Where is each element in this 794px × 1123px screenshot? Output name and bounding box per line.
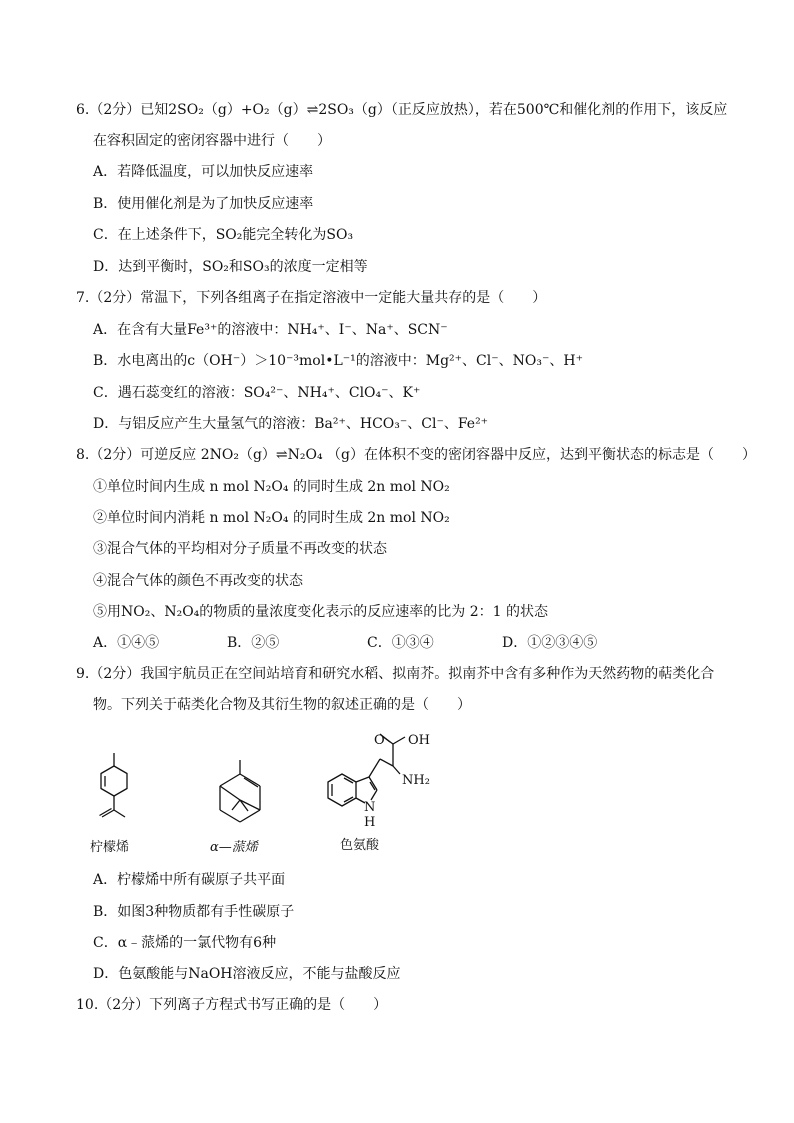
atom-oh: OH bbox=[408, 733, 430, 748]
atom-o: O bbox=[374, 733, 385, 748]
q9-option-d: D．色氨酸能与NaOH溶液反应，不能与盐酸反应 bbox=[93, 966, 401, 982]
limonene-structure bbox=[100, 753, 128, 817]
tryptophan-label: 色氨酸 bbox=[340, 838, 380, 853]
q8-choice-d: D．①②③④⑤ bbox=[502, 635, 598, 651]
q9-stem-line1: 9.（2分）我国宇航员正在空间站培育和研究水稻、拟南芥。拟南芥中含有多种作为天然药物的萜类化合 bbox=[76, 666, 715, 682]
q8-choice-a: A．①④⑤ bbox=[93, 635, 160, 651]
q9-structures-figure bbox=[80, 722, 440, 862]
q9-stem-line2: 物。下列关于萜类化合物及其衍生物的叙述正确的是（ ） bbox=[93, 697, 471, 713]
q8-choice-b: B．②⑤ bbox=[227, 635, 280, 651]
q8-choice-c: C．①③④ bbox=[367, 635, 434, 651]
q7-option-b: B．水电离出的c（OH⁻）＞10⁻³mol•L⁻¹的溶液中：Mg²⁺、Cl⁻、NO₃⁻、H⁺ bbox=[93, 353, 583, 369]
q7-stem: 7.（2分）常温下，下列各组离子在指定溶液中一定能大量共存的是（ ） bbox=[76, 290, 547, 306]
q8-item-3: ③混合气体的平均相对分子质量不再改变的状态 bbox=[93, 541, 387, 557]
tryptophan-structure bbox=[328, 734, 405, 806]
atom-h: H bbox=[364, 815, 376, 830]
q8-item-2: ②单位时间内消耗 n mol N₂O₄ 的同时生成 2n mol NO₂ bbox=[93, 510, 450, 526]
q7-option-c: C．遇石蕊变红的溶液：SO₄²⁻、NH₄⁺、ClO₄⁻、K⁺ bbox=[93, 385, 421, 401]
q8-item-4: ④混合气体的颜色不再改变的状态 bbox=[93, 573, 303, 589]
q6-option-c: C．在上述条件下，SO₂能完全转化为SO₃ bbox=[93, 227, 354, 243]
atom-nh2: NH₂ bbox=[402, 773, 430, 788]
alpha-pinene-structure bbox=[220, 760, 260, 822]
limonene-label: 柠檬烯 bbox=[90, 840, 130, 855]
q6-option-a: A．若降低温度，可以加快反应速率 bbox=[93, 164, 314, 180]
q9-option-b: B．如图3种物质都有手性碳原子 bbox=[93, 904, 295, 920]
q7-option-d: D．与铝反应产生大量氢气的溶液：Ba²⁺、HCO₃⁻、Cl⁻、Fe²⁺ bbox=[93, 416, 489, 432]
q6-option-d: D．达到平衡时，SO₂和SO₃的浓度一定相等 bbox=[93, 259, 368, 275]
atom-n: N bbox=[364, 800, 376, 815]
q7-option-a: A．在含有大量Fe³⁺的溶液中：NH₄⁺、I⁻、Na⁺、SCN⁻ bbox=[93, 322, 448, 338]
q8-item-1: ①单位时间内生成 n mol N₂O₄ 的同时生成 2n mol NO₂ bbox=[93, 479, 450, 495]
q9-option-c: C．α﹣蒎烯的一氯代物有6种 bbox=[93, 935, 277, 951]
alpha-pinene-label: α—蒎烯 bbox=[210, 840, 258, 855]
q8-stem: 8.（2分）可逆反应 2NO₂（g）⇌N₂O₄ （g）在体积不变的密闭容器中反应，达到平衡状态的标志是（ ） bbox=[76, 447, 757, 463]
q6-stem-line1: 6.（2分）已知2SO₂（g）+O₂（g）⇌2SO₃（g）（正反应放热），若在500℃和催化剂的作用下，该反应 bbox=[76, 102, 728, 118]
q6-stem-line2: 在容积固定的密闭容器中进行（ ） bbox=[93, 133, 331, 149]
q8-item-5: ⑤用NO₂、N₂O₄的物质的量浓度变化表示的反应速率的比为 2：1 的状态 bbox=[93, 604, 549, 620]
q6-option-b: B．使用催化剂是为了加快反应速率 bbox=[93, 196, 314, 212]
q10-stem: 10.（2分）下列离子方程式书写正确的是（ ） bbox=[76, 997, 388, 1013]
q9-option-a: A．柠檬烯中所有碳原子共平面 bbox=[93, 872, 286, 888]
